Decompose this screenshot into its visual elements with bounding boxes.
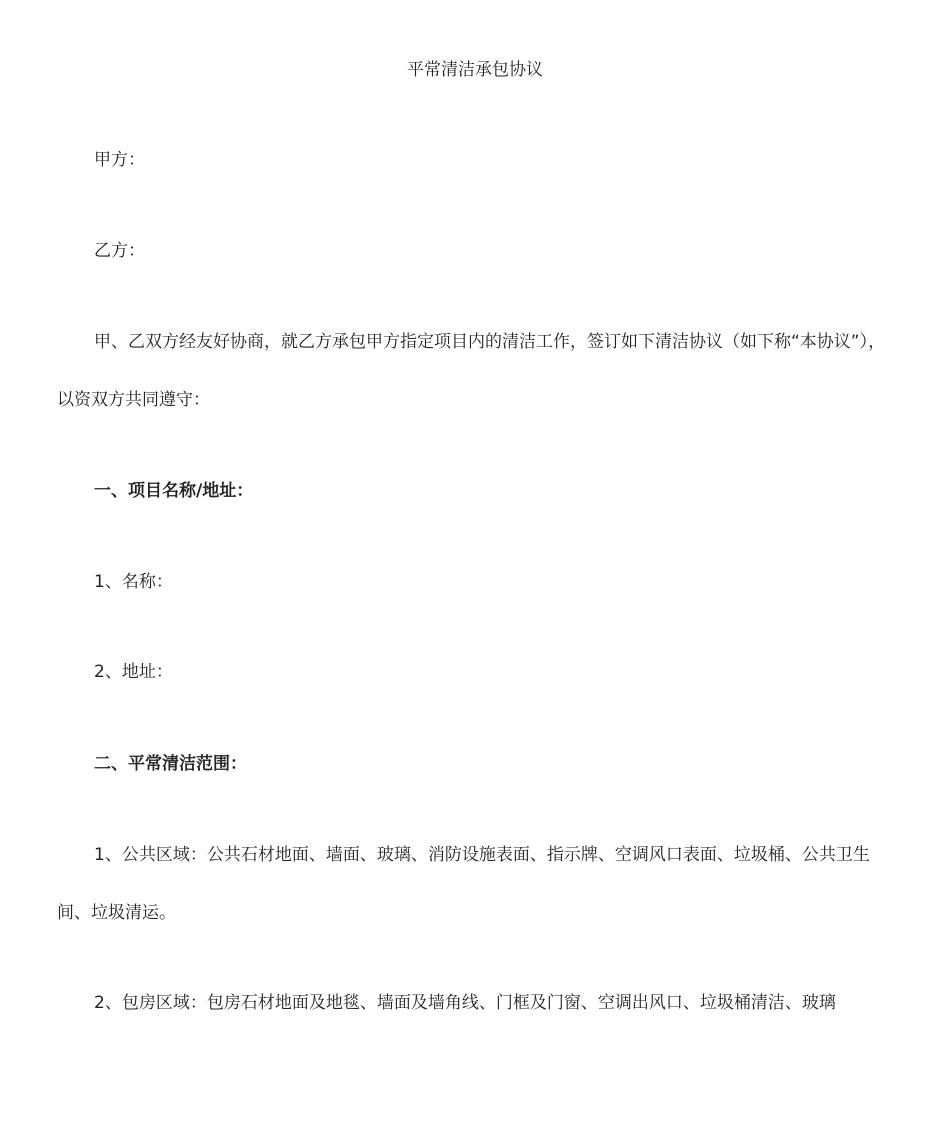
section-2-item-public-area: 1、公共区域：公共石材地面、墙面、玻璃、消防设施表面、指示牌、空调风口表面、垃圾桶、公共卫生间、垃圾清运。 (57, 845, 870, 923)
intro-paragraph: 甲、乙双方经友好协商，就乙方承包甲方指定项目内的清洁工作，签订如下清洁协议（如下称“本协议”），以资双方共同遵守： (57, 332, 886, 410)
party-a-line: 甲方： (94, 150, 145, 170)
section-2-heading: 二、平常清洁范围： (94, 754, 247, 774)
party-b-line: 乙方： (94, 241, 145, 261)
section-1-heading: 一、项目名称/地址： (94, 481, 254, 501)
section-1-item-address: 2、地址： (94, 662, 173, 682)
section-1-item-name: 1、名称： (94, 572, 173, 592)
document-title: 平常清洁承包协议 (407, 60, 543, 80)
section-2-item-room-area: 2、包房区域：包房石材地面及地毯、墙面及墙角线、门框及门窗、空调出风口、垃圾桶清洁、玻璃 (94, 993, 836, 1013)
